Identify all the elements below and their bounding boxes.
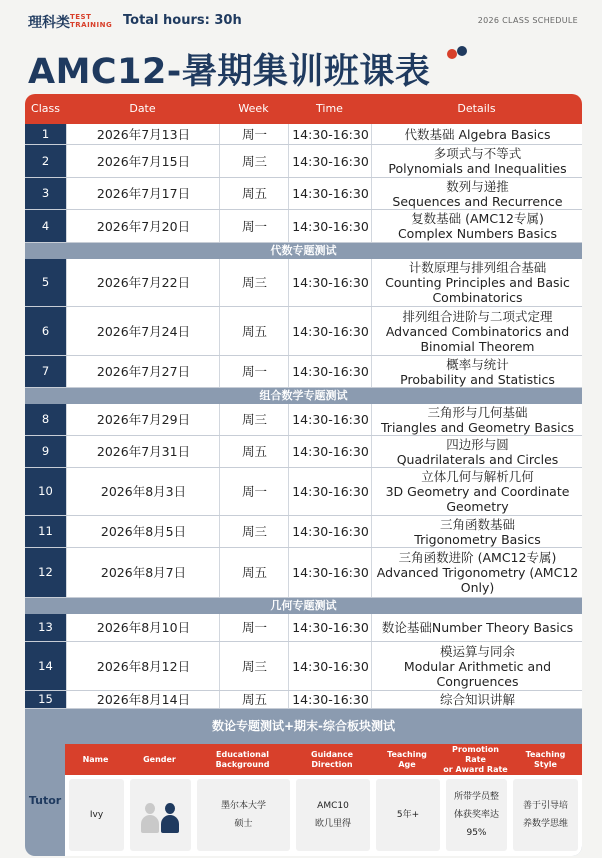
table-row	[25, 691, 582, 709]
cell-time: 14:30-16:30	[288, 178, 372, 209]
cell-details: 计数原理与排列组合基础 Counting Principles and Basic Combinatorics	[371, 259, 582, 306]
page-title: AMC12-暑期集训班课表	[28, 52, 431, 92]
cell-week: 周一	[219, 210, 289, 242]
cell-time: 14:30-16:30	[288, 307, 372, 355]
cell-num: 8	[25, 404, 66, 435]
cell-time: 14:30-16:30	[288, 404, 372, 435]
cell-time: 14:30-16:30	[288, 259, 372, 306]
tutor-direction: AMC10 欧几里得	[296, 779, 370, 851]
table-row	[25, 642, 582, 691]
cell-num: 15	[25, 691, 66, 708]
cell-num: 7	[25, 356, 66, 387]
cell-num: 13	[25, 614, 66, 641]
section-divider: 组合数学专题测试	[25, 388, 582, 404]
section-divider: 几何专题测试	[25, 598, 582, 614]
cell-num: 12	[25, 548, 66, 597]
schedule-tag: 2026 CLASS SCHEDULE	[477, 16, 578, 25]
final-exam-row: 数论专题测试+期末-综合板块测试	[25, 709, 582, 744]
cell-time: 14:30-16:30	[288, 145, 372, 177]
brand-sub-line1: TEST	[70, 13, 92, 21]
tutor-header	[65, 744, 582, 775]
cell-week: 周一	[219, 124, 289, 144]
cell-week: 周五	[219, 436, 289, 467]
schedule-table	[25, 94, 582, 744]
cell-week: 周五	[219, 307, 289, 355]
cell-date: 2026年7月27日	[66, 356, 220, 387]
tutor-label: Tutor	[28, 793, 62, 807]
tutor-col-direction: Guidance Direction	[311, 749, 353, 769]
table-row	[25, 178, 582, 210]
cell-details: 代数基础 Algebra Basics	[371, 124, 582, 144]
cell-details: 立体几何与解析几何 3D Geometry and Coordinate Geometry	[371, 468, 582, 515]
cell-details: 综合知识讲解	[371, 691, 582, 708]
cell-details: 概率与统计 Probability and Statistics	[371, 356, 582, 387]
table-row	[25, 548, 582, 598]
cell-num: 14	[25, 642, 66, 690]
cell-date: 2026年7月20日	[66, 210, 220, 242]
cell-date: 2026年7月13日	[66, 124, 220, 144]
cell-week: 周五	[219, 178, 289, 209]
table-row	[25, 210, 582, 243]
col-week: Week	[238, 102, 269, 115]
tutor-name: Ivy	[69, 779, 124, 851]
cell-details: 排列组合进阶与二项式定理 Advanced Combinatorics and Binomial Theorem	[371, 307, 582, 355]
col-details: Details	[457, 102, 496, 115]
cell-date: 2026年7月17日	[66, 178, 220, 209]
table-row	[25, 145, 582, 178]
table-row	[25, 468, 582, 516]
cell-num: 6	[25, 307, 66, 355]
cell-time: 14:30-16:30	[288, 691, 372, 708]
cell-week: 周一	[219, 356, 289, 387]
cell-date: 2026年8月14日	[66, 691, 220, 708]
cell-date: 2026年7月15日	[66, 145, 220, 177]
cell-week: 周三	[219, 145, 289, 177]
tutor-col-name: Name	[82, 754, 109, 764]
cell-details: 数列与递推 Sequences and Recurrence	[371, 178, 582, 209]
cell-time: 14:30-16:30	[288, 356, 372, 387]
cell-time: 14:30-16:30	[288, 548, 372, 597]
cell-time: 14:30-16:30	[288, 124, 372, 144]
cell-num: 1	[25, 124, 66, 144]
table-row	[25, 404, 582, 436]
cell-details: 三角函数基础 Trigonometry Basics	[371, 516, 582, 547]
cell-details: 三角函数进阶 (AMC12专属) Advanced Trigonometry (AMC12 Only)	[371, 548, 582, 597]
tutor-age: 5年+	[376, 779, 440, 851]
tutor-section	[25, 744, 582, 856]
cell-time: 14:30-16:30	[288, 516, 372, 547]
cell-week: 周五	[219, 548, 289, 597]
cell-date: 2026年7月29日	[66, 404, 220, 435]
table-header	[25, 94, 582, 124]
cell-date: 2026年8月7日	[66, 548, 220, 597]
table-row	[25, 124, 582, 145]
tutor-col-style: Teaching Style	[525, 749, 566, 769]
tutor-col-age: Teaching Age	[387, 749, 427, 769]
cell-week: 周三	[219, 404, 289, 435]
cell-date: 2026年7月24日	[66, 307, 220, 355]
table-row	[25, 516, 582, 548]
tutor-col-rate: Promotion Rate or Award Rate	[443, 744, 508, 774]
cell-week: 周五	[219, 691, 289, 708]
cell-num: 4	[25, 210, 66, 242]
table-row	[25, 307, 582, 356]
brand-logo: 理科类	[28, 15, 70, 31]
tutor-col-education: Educational Background	[215, 749, 270, 769]
cell-time: 14:30-16:30	[288, 468, 372, 515]
brand-logo-subtitle	[70, 13, 112, 29]
cell-details: 数论基础Number Theory Basics	[371, 614, 582, 641]
cell-num: 5	[25, 259, 66, 306]
table-row	[25, 356, 582, 388]
cell-time: 14:30-16:30	[288, 642, 372, 690]
tutor-style: 善于引导培 养数学思维	[513, 779, 578, 851]
cell-num: 10	[25, 468, 66, 515]
tutor-row	[65, 775, 582, 856]
col-date: Date	[129, 102, 156, 115]
cell-date: 2026年8月12日	[66, 642, 220, 690]
cell-week: 周三	[219, 259, 289, 306]
cell-date: 2026年7月22日	[66, 259, 220, 306]
cell-time: 14:30-16:30	[288, 614, 372, 641]
col-class: Class	[31, 102, 60, 115]
tutor-rate: 所带学员整 体获奖率达 95%	[446, 779, 507, 851]
cell-date: 2026年7月31日	[66, 436, 220, 467]
brand-sub-line2: TRAINING	[70, 21, 113, 29]
cell-date: 2026年8月3日	[66, 468, 220, 515]
cell-num: 3	[25, 178, 66, 209]
tutor-gender	[130, 779, 191, 851]
tutor-education: 墨尔本大学 硕士	[197, 779, 290, 851]
cell-details: 复数基础 (AMC12专属) Complex Numbers Basics	[371, 210, 582, 242]
cell-week: 周三	[219, 516, 289, 547]
cell-num: 9	[25, 436, 66, 467]
male-female-icon	[139, 797, 183, 833]
cell-date: 2026年8月10日	[66, 614, 220, 641]
cell-time: 14:30-16:30	[288, 210, 372, 242]
cell-num: 2	[25, 145, 66, 177]
cell-date: 2026年8月5日	[66, 516, 220, 547]
cell-time: 14:30-16:30	[288, 436, 372, 467]
cell-week: 周一	[219, 468, 289, 515]
cell-details: 多项式与不等式 Polynomials and Inequalities	[371, 145, 582, 177]
cell-num: 11	[25, 516, 66, 547]
cell-details: 四边形与圆 Quadrilaterals and Circles	[371, 436, 582, 467]
col-time: Time	[316, 102, 343, 115]
tutor-col-gender: Gender	[143, 754, 176, 764]
table-row	[25, 259, 582, 307]
total-hours: Total hours: 30h	[123, 13, 242, 28]
cell-week: 周一	[219, 614, 289, 641]
section-divider: 代数专题测试	[25, 243, 582, 259]
top-bar	[0, 0, 602, 44]
cell-week: 周三	[219, 642, 289, 690]
cell-details: 三角形与几何基础 Triangles and Geometry Basics	[371, 404, 582, 435]
speech-bubbles-icon	[447, 46, 471, 62]
cell-details: 模运算与同余 Modular Arithmetic and Congruences	[371, 642, 582, 690]
table-row	[25, 614, 582, 642]
table-row	[25, 436, 582, 468]
